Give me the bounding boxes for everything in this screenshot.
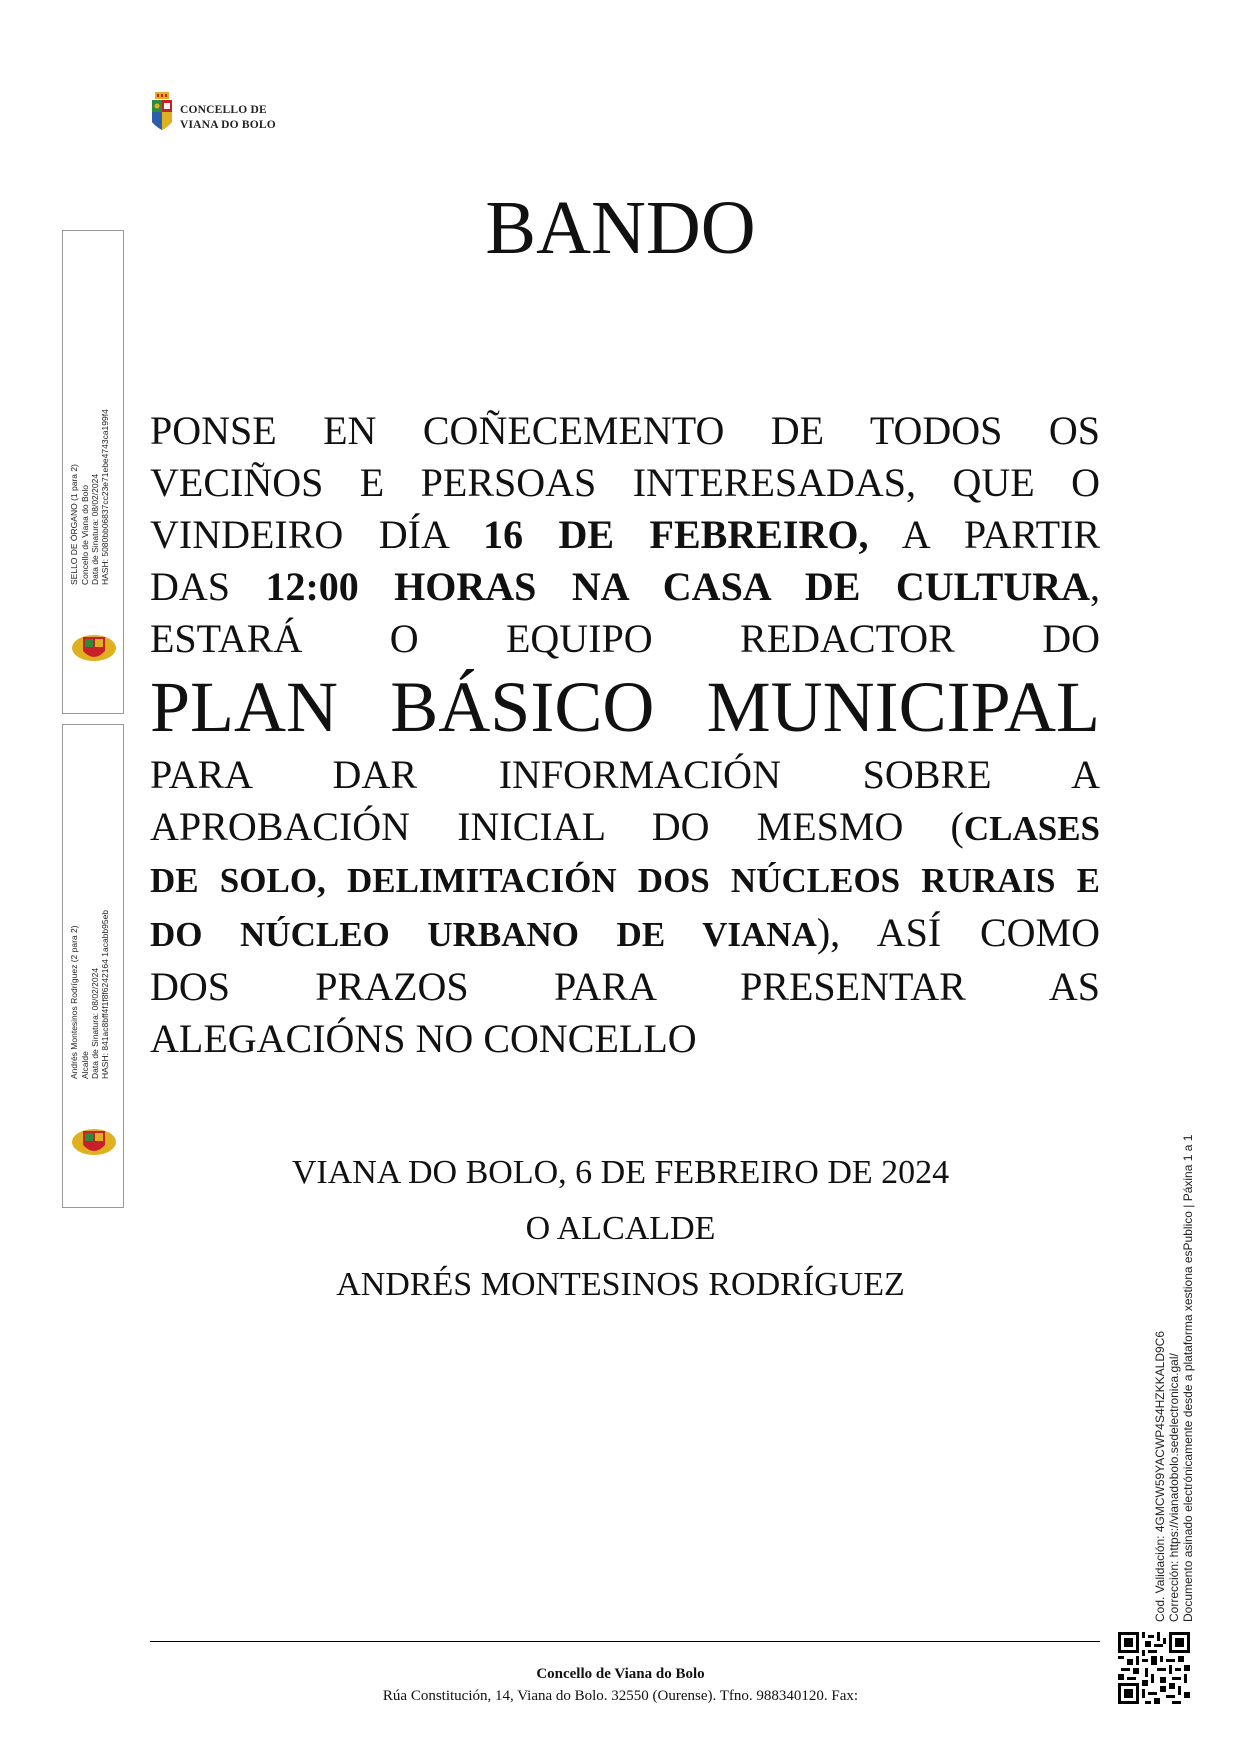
body-line: PARA DAR INFORMACIÓN SOBRE A (150, 752, 1100, 797)
body-line: VINDEIRO DÍA 16 DE FEBREIRO, A PARTIR (150, 512, 1100, 557)
organ-seal-box (62, 230, 124, 714)
seal-date: Data de Sinatura: 08/02/2024 (90, 473, 100, 585)
body-line: APROBACIÓN INICIAL DO MESMO (CLASES (150, 804, 1100, 849)
org-name-line2: VIANA DO BOLO (180, 119, 276, 131)
body-line: VECIÑOS E PERSOAS INTERESADAS, QUE O (150, 460, 1100, 505)
seal-crest-icon (71, 633, 117, 663)
seal-hash: HASH: 5080bb06837cc23e71ebe4743ca199f4 (100, 409, 110, 585)
event-date: 16 DE FEBREIRO, (483, 512, 869, 557)
body-line: PONSE EN COÑECEMENTO DE TODOS OS (150, 408, 1100, 453)
footer-org-name: Concello de Viana do Bolo (536, 1666, 705, 1682)
body-line: DOS PRAZOS PARA PRESENTAR AS (150, 964, 1100, 1009)
signed-note: Documento asinado electrónicamente desde a plataforma xestiona esPublico | Páxina 1 a 1 (1181, 1134, 1195, 1622)
footer-divider (150, 1641, 1100, 1642)
footer-address: Rúa Constitución, 14, Viana do Bolo. 32550 (Ourense). Tfno. 988340120. Fax: (382, 1688, 859, 1704)
verification-url[interactable]: Corrección: https://vianadobolo.sedelectronica.gal/ (1167, 1353, 1181, 1622)
document-title: BANDO (485, 186, 756, 270)
body-line: DE SOLO, DELIMITACIÓN DOS NÚCLEOS RURAIS E (150, 861, 1100, 900)
announcement-body (150, 405, 1100, 1065)
signer-role: O ALCALDE (525, 1210, 716, 1247)
municipal-logo (150, 92, 300, 136)
signer-title: Andrés Montesinos Rodríguez (2 para 2) (69, 925, 79, 1079)
seal-org: Concello de Viana do Bolo (80, 484, 90, 585)
signer-name: ANDRÉS MONTESINOS RODRÍGUEZ (336, 1266, 905, 1303)
seal-title: SELLO DE ÓRGANO (1 para 2) (69, 464, 79, 585)
qr-code-icon (1118, 1632, 1190, 1704)
body-line: DO NÚCLEO URBANO DE VIANA), ASÍ COMO (150, 910, 1100, 955)
signature-date: Data de Sinatura: 08/02/2024 (90, 967, 100, 1079)
event-time-place: 12:00 HORAS NA CASA DE CULTURA (265, 564, 1090, 609)
org-name-line1: CONCELLO DE (180, 104, 267, 116)
place-date: VIANA DO BOLO, 6 DE FEBREIRO DE 2024 (291, 1154, 950, 1191)
signature-hash: HASH: 841ac8bff4f1f8f6242164 1acabb95eb (100, 909, 110, 1079)
coat-of-arms-icon (150, 92, 174, 134)
signer-position: Alcalde (80, 1051, 90, 1079)
mayor-signature-box (62, 724, 124, 1208)
body-line: ESTARÁ O EQUIPO REDACTOR DO (150, 616, 1100, 661)
validation-code: Cod. Validación: 4GMCW59YACWP4S4HZKKALD9C6 (1153, 1331, 1167, 1622)
plan-heading: PLAN BÁSICO MUNICIPAL (150, 667, 1100, 747)
body-line: DAS 12:00 HORAS NA CASA DE CULTURA, (150, 564, 1100, 609)
seal-crest-icon (71, 1127, 117, 1157)
body-line: ALEGACIÓNS NO CONCELLO (150, 1016, 697, 1061)
